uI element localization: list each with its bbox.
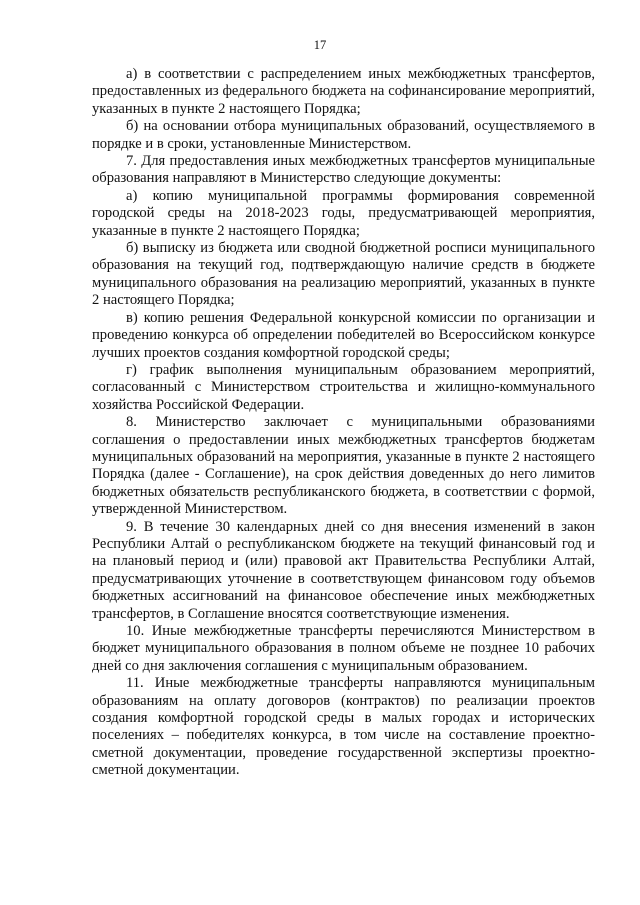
paragraph-7a: а) копию муниципальной программы формирования современной городской среды на 2018-2023 годы, предусматривающей мероприятия, указанные в пункте 2 настоящего Порядка; [92, 187, 595, 239]
page-number: 17 [313, 38, 327, 52]
paragraph-7g: г) график выполнения муниципальным образованием мероприятий, согласованный с Министерством строительства и жилищно-коммунального хозяйства Российской Федерации. [92, 361, 595, 413]
paragraph-7b: б) выписку из бюджета или сводной бюджетной росписи муниципального образования на текущий год, подтверждающую наличие средств в бюджете муниципального образования на реализацию мероприятий, указанных в пункте 2 настоящего Порядка; [92, 240, 595, 309]
paragraph-6a: а) в соответствии с распределением иных межбюджетных трансфертов, предоставленных из федерального бюджета на софинансирование мероприятий, указанных в пункте 2 настоящего Порядка; [92, 66, 595, 117]
paragraph-6b: б) на основании отбора муниципальных образований, осуществляемого в порядке и в сроки, установленные Министерством. [92, 118, 595, 152]
paragraph-9: 9. В течение 30 календарных дней со дня внесения изменений в закон Республики Алтай о республиканском бюджете на текущий финансовый год и на плановый период и (или) правовой акт Правительства Республики Алтай, предусматривающих уточнение в соответствующем финансовом году объемов бюджетных ассигнований на финансовое обеспечение иных межбюджетных трансфертов, в Соглашение вносятся соответствующие изменения. [92, 518, 595, 622]
paragraph-8: 8. Министерство заключает с муниципальными образованиями соглашения о предоставлении иных межбюджетных трансфертов бюджетам муниципальных образований на мероприятия, указанные в пункте 2 настоящего Порядка (далее - Соглашение), на срок действия доведенных до него лимитов бюджетных обязательств республиканского бюджета, в соответствии с формой, утвержденной Министерством. [92, 414, 595, 518]
paragraph-11: 11. Иные межбюджетные трансферты направляются муниципальным образованиям на оплату договоров (контрактов) по реализации проектов создания комфортной городской среды в малых городах и исторических поселениях – победителях конкурса, в том числе на составление проектно-сметной документации, проведение государственной экспертизы проектно-сметной документации. [92, 675, 595, 779]
paragraph-7: 7. Для предоставления иных межбюджетных трансфертов муниципальные образования направляют в Министерство следующие документы: [92, 153, 595, 187]
document-body [92, 66, 595, 780]
paragraph-7v: в) копию решения Федеральной конкурсной комиссии по организации и проведению конкурса об определении победителей во Всероссийском конкурсе лучших проектов создания комфортной городской среды; [92, 309, 595, 361]
paragraph-10: 10. Иные межбюджетные трансферты перечисляются Министерством в бюджет муниципального образования в полном объеме не позднее 10 рабочих дней со дня заключения соглашения с муниципальным образованием. [92, 623, 595, 674]
